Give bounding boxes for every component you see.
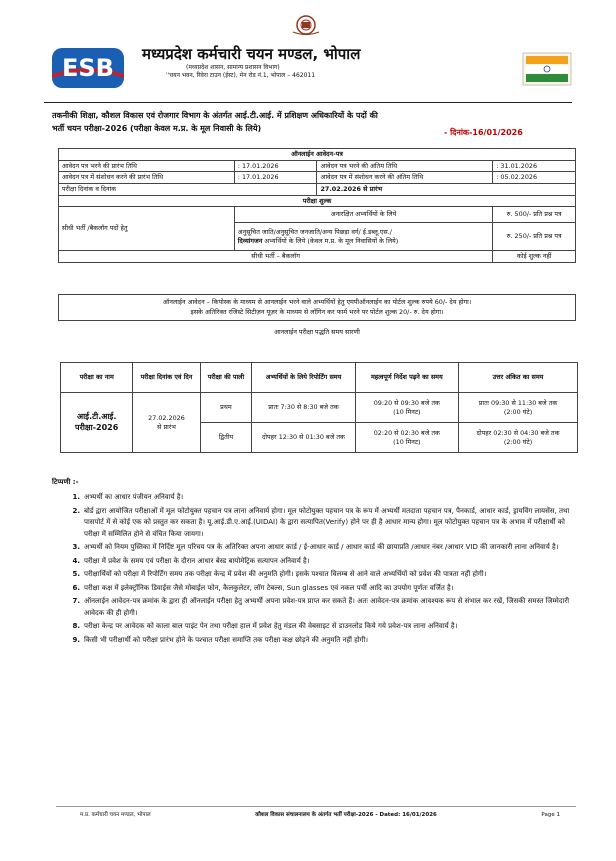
exam-mode-caption: आनलाईन परीक्षा पद्धति समय सारणी <box>274 328 360 336</box>
state-emblem-icon <box>290 14 322 36</box>
table-cell: सीधी भर्ती – बैकलॉग <box>59 251 493 263</box>
note-number: 7. <box>72 597 80 606</box>
page-footer <box>80 812 560 819</box>
list-item <box>60 569 580 581</box>
table-cell: अनारक्षित अभ्यर्थियों के लिये <box>234 207 492 223</box>
department-emblem-icon <box>522 52 572 86</box>
answer-duration: (2:00 घंटे) <box>503 437 533 446</box>
note-number: 2. <box>72 506 80 515</box>
exam-date-cell <box>133 393 200 453</box>
list-item <box>60 635 580 647</box>
org-sub-line-1: (मध्यप्रदेश शासन, सामान्य प्रशासन विभाग) <box>186 64 280 71</box>
org-title: मध्यप्रदेश कर्मचारी चयन मण्डल, भोपाल <box>142 45 361 63</box>
note-text: ऑनलाईन आवेदन-पत्र क्रमांक के द्वारा ही ऑनलाईन परीक्षा हेतु अभ्यर्थी अपना प्रवेश-पत्र प्राप्त कर सकते हैं। अतः आवेदन-पत्र क्रमांक आवश्यक रूप से संभाल कर रखें, जिसकी समस्त जिम्मेदारी आवेदक की ही होगी। <box>84 597 570 617</box>
reporting-time: प्रातः 7:30 से 8:30 बजे तक <box>252 393 355 423</box>
table-row <box>59 172 576 184</box>
answer-duration: (2:00 घंटे) <box>503 407 533 416</box>
exam-date: 27.02.2026 <box>148 413 185 422</box>
note-number: 9. <box>72 636 80 645</box>
table-cell: : 17.01.2026 <box>234 172 317 184</box>
reserved-line-1: अनुसूचित जाति/अनुसूचित जनजाति/अन्य पिछड़ा वर्ग/ ई.डब्लू.एस./ <box>237 228 392 237</box>
note-number: 8. <box>72 622 80 631</box>
org-subtitle <box>166 64 466 80</box>
note-text: परीक्षार्थियों को परीक्षा में रिपोर्टिंग समय तक परीक्षा केन्द्र में प्रवेश की अनुमति होगी। इसके पश्चात विलम्ब से आने वाले अभ्यर्थियों को प्रवेश की पात्रता नहीं होगी। <box>84 570 487 579</box>
reading-time: 09:20 से 09:30 बजे तक <box>373 398 440 407</box>
table-cell: सीधी भर्ती /बैकलॉग पदों हेतु <box>59 207 235 251</box>
fee-note-line-1: ऑनलाईन आवेदन – कियोस्क के माध्यम से आनलाईन भरने वाले अभ्यर्थियों हेतु एमपीऑनलाईन का पोर्टल शुल्क रुपये 60/- देय होगा। <box>162 298 472 306</box>
table-cell: : 05.02.2026 <box>493 172 576 184</box>
notice-heading-line-1: तकनीकी शिक्षा, कौशल विकास एवं रोजगार विभाग के अंतर्गत आई.टी.आई. में प्रशिक्षण अधिकारियों के पदों की <box>52 111 378 120</box>
reading-duration: (10 मिनट) <box>393 437 421 446</box>
note-text: अभ्यर्थी का आधार पंजीयन अनिवार्य है। <box>84 493 184 501</box>
answer-time-cell <box>459 393 578 423</box>
notes-heading: टिप्पणी :- <box>52 478 79 486</box>
notice-heading-line-2: भर्ती चयन परीक्षा-2026 (परीक्षा केवल म.प्र. के मूल निवासी के लिये) <box>52 123 262 133</box>
fee-section-title: परीक्षा शुल्क <box>59 195 576 207</box>
note-number: 6. <box>72 583 80 592</box>
answer-time: प्रातः 09:30 से 11:30 बजे तक <box>478 398 558 407</box>
reserved-bold-text: दिव्यांगजन <box>237 236 263 245</box>
table-row <box>59 160 576 172</box>
list-item <box>60 492 580 504</box>
table-header: महत्वपूर्ण निर्देश पढ़ने का समय <box>355 363 458 393</box>
list-item <box>60 556 580 568</box>
list-item <box>60 506 580 541</box>
table-row <box>59 207 576 223</box>
list-item <box>60 542 580 554</box>
table-cell: 27.02.2026 से प्रारंभ <box>317 183 576 195</box>
table-header: उत्तर अंकित का समय <box>459 363 578 393</box>
note-text: परीक्षा में प्रवेश के समय एवं परीक्षा के दौरान आधार बेस्ड बायोमेट्रिक सत्यापन अनिवार्य है। <box>84 556 310 565</box>
table-row <box>59 251 576 263</box>
answer-time-cell <box>459 423 578 453</box>
application-schedule-table <box>58 148 576 263</box>
list-item <box>60 596 580 619</box>
note-number: 1. <box>72 493 80 501</box>
list-item <box>60 621 580 633</box>
table-cell <box>234 223 492 251</box>
table-cell: आवेदन पत्र भरने की अंतिम तिथि <box>317 160 493 172</box>
table-cell: : 17.01.2026 <box>234 160 317 172</box>
notes-list <box>60 492 580 649</box>
page-number: Page 1 <box>541 812 560 818</box>
note-text: किसी भी परीक्षार्थी को परीक्षा प्रारंभ होने के पश्चात परीक्षा समाप्ति तक परीक्षा कक्ष छोड़ने की अनुमति नहीं होगी। <box>84 636 369 645</box>
esb-logo-text: ESB <box>62 54 114 82</box>
table-cell: परीक्षा दिनांक व दिनांक <box>59 183 317 195</box>
table-row <box>59 195 576 207</box>
reporting-time: दोपहर 12:30 से 01:30 बजे तक <box>252 423 355 453</box>
footer-divider <box>56 806 576 807</box>
note-text: परीक्षा केन्द्र पर आवेदक को काला बाल पाइंट पेन तथा परीक्षा हाल में प्रवेश हेतु मंडल की वेबसाइट से डाउनलोड किये गये प्रवेश-पत्र लाना अनिवार्य है। <box>84 622 458 631</box>
fee-note-line-2: इसके अतिरिक्त रजिस्टे सिटीज़न यूज़र के माध्यम से लॉगिन कर फार्म भरने पर पोर्टल शुल्क 20/- रु. देय होगा। <box>190 308 444 317</box>
portal-fee-note <box>58 294 576 321</box>
table-header: परीक्षा की पाली <box>200 363 252 393</box>
note-number: 4. <box>72 556 80 565</box>
shift-name: प्रथम <box>200 393 252 423</box>
table-title: ऑनलाईन आवेदन-पत्र <box>59 149 576 161</box>
note-text: परीक्षा कक्ष में इलेक्ट्रॉनिक डिवाईस जैसे मोबाईल फोन, कैलकुलेटर, लॉग टेबल्स, Sun glasses एवं नकल पर्ची आदि का उपयोग पूर्णतः वर्जित है। <box>84 583 454 592</box>
reading-time-cell <box>355 423 458 453</box>
note-number: 5. <box>72 570 80 579</box>
table-cell: रु. 500/- प्रति प्रश्न पत्र <box>493 207 576 223</box>
footer-center: कौशल विकास संचालनालय के अंतर्गत भर्ती परीक्षा-2026 - Dated: 16/01/2026 <box>255 812 437 818</box>
answer-time: दोपहर 02:30 से 04:30 बजे तक <box>476 428 560 437</box>
reading-time-cell <box>355 393 458 423</box>
exam-date-sub: से प्रारंभ <box>157 422 176 431</box>
table-header: परीक्षा दिनांक एवं दिन <box>133 363 200 393</box>
list-item <box>60 583 580 595</box>
header-divider <box>44 102 572 103</box>
letterhead <box>44 14 572 100</box>
exam-timetable <box>60 362 578 453</box>
reading-duration: (10 मिनट) <box>393 407 421 416</box>
table-header: अभ्यर्थियों के लिये रिपोर्टिंग समय <box>252 363 355 393</box>
table-row <box>61 393 578 423</box>
exam-name-cell: आई.टी.आई. परीक्षा-2026 <box>61 393 133 453</box>
table-cell: कोई शुल्क नहीं <box>493 251 576 263</box>
table-cell: आवेदन पत्र में संशोधन करने की प्रारंभ तिथि <box>59 172 235 184</box>
esb-logo-icon <box>50 44 126 96</box>
note-text: अभ्यर्थी को नियम पुस्तिका में निर्दिष्ट मूल परिचय पत्र के अतिरिक्त अपना आधार कार्ड / ई-आधार कार्ड / आधार कार्ड की छायाप्रति /आधार नंबर /आधार VID की जानकारी लाना अनिवार्य है। <box>84 543 559 552</box>
reading-time: 02:20 से 02:30 बजे तक <box>373 428 440 437</box>
reserved-line-2 <box>238 237 489 246</box>
table-row <box>59 183 576 195</box>
notice-date: - दिनांक-16/01/2026 <box>444 128 523 137</box>
note-text: बोर्ड द्वारा आयोजित परीक्षाओं में मूल फोटोयुक्त पहचान पत्र लाना अनिवार्य होगा। मूल फोटोयुक्त पहचान पत्र के रूप में अभ्यर्थी मतदाता पहचान पत्र, पैनकार्ड, आधार कार्ड, ड्रायविंग लायसेंस, तथा पासपोर्ट में से कोई एक को प्रस्तुत कर सकता है। यू.आई.डी.ए.आई.(UIDAI) के द्वारा सत्यापित(Verify) होने पर ही है आधार मान्य होगा। मूल फोटोयुक्त पहचान पत्र के अभाव में परीक्षार्थी को परीक्षा में सम्मिलित होने से वंचित किया जायगा। <box>84 506 570 538</box>
table-cell: आवेदन पत्र में संशोधन करने की अंतिम तिथि <box>317 172 493 184</box>
footer-left: म.प्र. कर्मचारी चयन मण्डल, भोपाल <box>80 812 151 818</box>
shift-name: द्वितीय <box>200 423 252 453</box>
table-cell: रु. 250/- प्रति प्रश्न पत्र <box>493 223 576 251</box>
reserved-rest-text: अभ्यर्थियों के लिये (केवल म.प्र. के मूल निवासियों के लिये) <box>264 236 399 245</box>
table-header-row <box>61 363 578 393</box>
org-sub-line-2: ''चयन भवन, रिवेरा टाउन (ईस्ट), मेन रोड नं.1, भोपाल – 462011 <box>166 71 316 79</box>
table-cell: : 31.01.2026 <box>493 160 576 172</box>
table-header: परीक्षा का नाम <box>61 363 133 393</box>
table-cell: आवेदन पत्र भरने की प्रारंभ तिथि <box>59 160 235 172</box>
table-row <box>59 149 576 161</box>
note-number: 3. <box>72 543 80 552</box>
